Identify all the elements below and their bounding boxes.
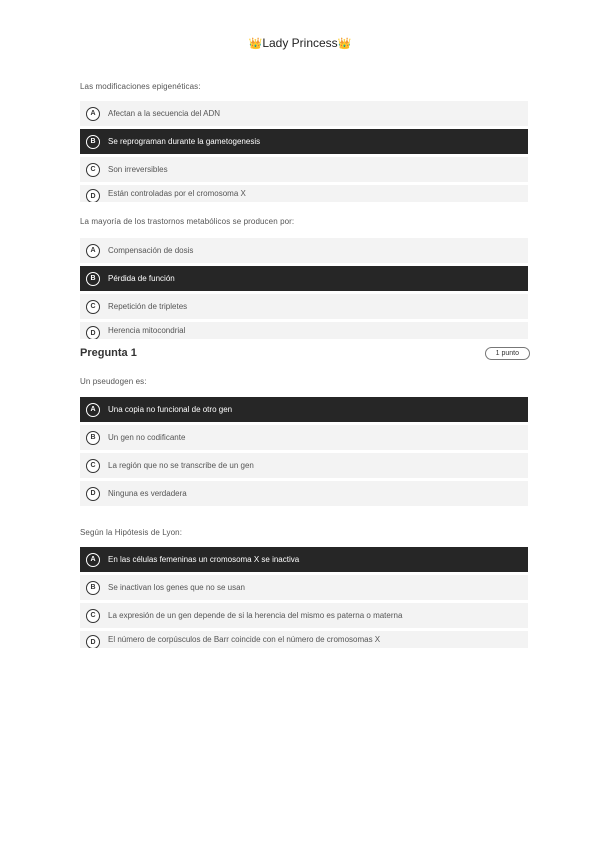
option-c[interactable] (80, 157, 528, 182)
option-letter: B (86, 431, 100, 445)
option-letter: B (86, 135, 100, 149)
option-text: Afectan a la secuencia del ADN (108, 109, 221, 118)
options-list (80, 397, 528, 509)
option-letter: C (86, 459, 100, 473)
option-text: El número de corpúsculos de Barr coincide con el número de cromosomas X (108, 635, 381, 644)
crown-icon: 👑 (248, 38, 263, 50)
option-text: Están controladas por el cromosoma X (108, 189, 246, 198)
option-d[interactable] (80, 631, 528, 648)
option-letter: D (86, 326, 100, 339)
question-header (80, 344, 530, 362)
option-d[interactable] (80, 322, 528, 339)
option-text: Repetición de tripletes (108, 302, 188, 311)
option-letter: C (86, 609, 100, 623)
option-letter: B (86, 272, 100, 286)
option-b-selected[interactable] (80, 129, 528, 154)
option-b[interactable] (80, 575, 528, 600)
page-title (0, 36, 600, 50)
option-d[interactable] (80, 185, 528, 202)
points-badge: 1 punto (485, 347, 530, 360)
option-letter: A (86, 107, 100, 121)
question-text: La mayoría de los trastornos metabólicos se producen por: (80, 217, 295, 226)
options-list (80, 238, 528, 342)
option-text: En las células femeninas un cromosoma X se inactiva (108, 555, 300, 564)
option-text: Pérdida de función (108, 274, 175, 283)
option-c[interactable] (80, 453, 528, 478)
option-text: Compensación de dosis (108, 246, 194, 255)
option-text: Un gen no codificante (108, 433, 186, 442)
option-a-selected[interactable] (80, 397, 528, 422)
option-text: Ninguna es verdadera (108, 489, 187, 498)
option-a[interactable] (80, 101, 528, 126)
option-b-selected[interactable] (80, 266, 528, 291)
option-text: Se reprograman durante la gametogenesis (108, 137, 261, 146)
option-letter: A (86, 403, 100, 417)
crown-icon: 👑 (337, 38, 352, 50)
option-b[interactable] (80, 425, 528, 450)
option-letter: D (86, 189, 100, 202)
option-d[interactable] (80, 481, 528, 506)
options-list (80, 547, 528, 651)
option-c[interactable] (80, 603, 528, 628)
options-list (80, 101, 528, 205)
option-text: La región que no se transcribe de un gen (108, 461, 254, 470)
option-text: Se inactivan los genes que no se usan (108, 583, 245, 592)
option-letter: C (86, 300, 100, 314)
question-number: Pregunta 1 (80, 347, 137, 359)
option-letter: B (86, 581, 100, 595)
question-text: Las modificaciones epigenéticas: (80, 82, 201, 91)
option-a[interactable] (80, 238, 528, 263)
option-text: La expresión de un gen depende de si la herencia del mismo es paterna o materna (108, 611, 403, 620)
option-letter: A (86, 553, 100, 567)
option-text: Una copia no funcional de otro gen (108, 405, 233, 414)
option-text: Herencia mitocondrial (108, 326, 186, 335)
option-text: Son irreversibles (108, 165, 168, 174)
option-letter: A (86, 244, 100, 258)
option-c[interactable] (80, 294, 528, 319)
question-text: Según la Hipótesis de Lyon: (80, 528, 183, 537)
option-letter: C (86, 163, 100, 177)
title-text: Lady Princess (262, 36, 338, 50)
option-letter: D (86, 487, 100, 501)
option-letter: D (86, 635, 100, 648)
option-a-selected[interactable] (80, 547, 528, 572)
question-text: Un pseudogen es: (80, 377, 147, 386)
